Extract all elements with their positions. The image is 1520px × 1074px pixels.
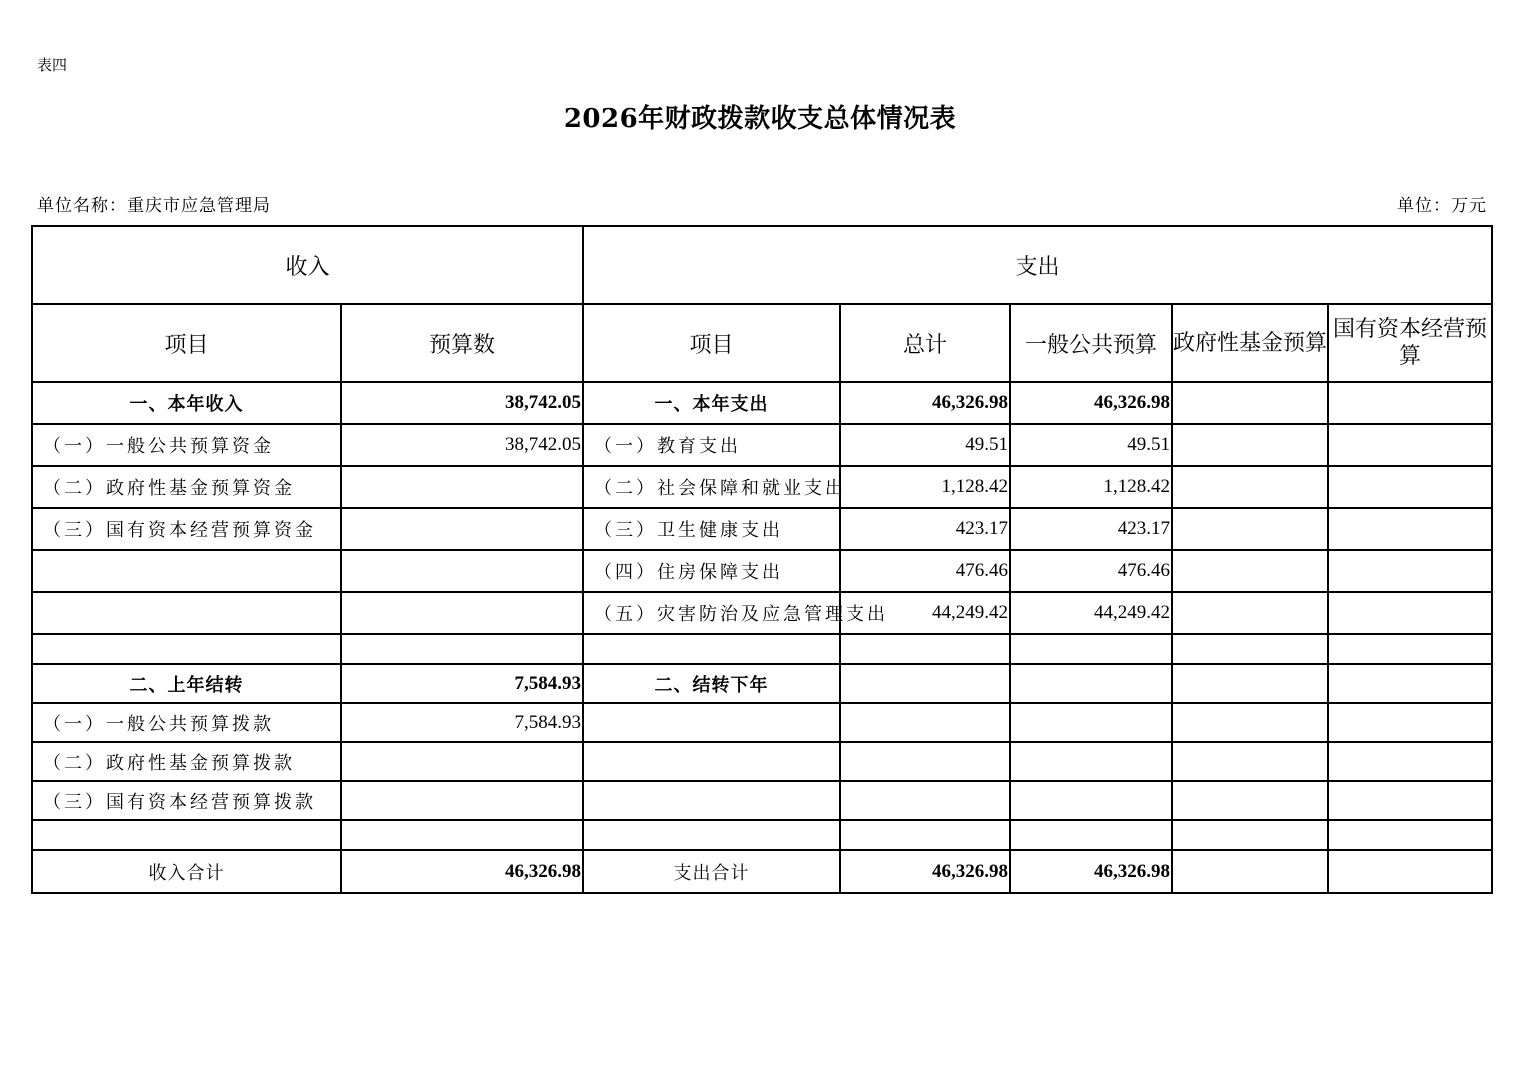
income-total-label: 收入合计 [32, 850, 341, 893]
income-item: （二）政府性基金预算资金 [32, 466, 341, 508]
expense-item: （五）灾害防治及应急管理支出 [583, 592, 840, 634]
expense-total [840, 820, 1010, 850]
expense-total [840, 703, 1010, 742]
page-title: 2026年财政拨款收支总体情况表 [563, 104, 957, 134]
income-budget [341, 550, 583, 592]
table-row [32, 382, 1492, 424]
expense-gov-fund [1172, 550, 1328, 592]
table-row [32, 820, 1492, 850]
expense-total [840, 664, 1010, 703]
expense-general: 423.17 [1010, 508, 1172, 550]
expense-total-value: 46,326.98 [840, 850, 1010, 893]
income-budget [341, 742, 583, 781]
currency-unit: 单位：万元 [1397, 196, 1487, 216]
table-row [32, 703, 1492, 742]
table-row [32, 424, 1492, 466]
expense-state-capital [1328, 820, 1492, 850]
col-state-capital-budget: 国有资本经营预算 [1328, 304, 1492, 382]
expense-item [583, 781, 840, 820]
expense-state-capital [1328, 592, 1492, 634]
expense-item [583, 820, 840, 850]
income-item: （二）政府性基金预算拨款 [32, 742, 341, 781]
income-item [32, 550, 341, 592]
table-number-label: 表四 [37, 56, 68, 74]
expense-total: 46,326.98 [840, 382, 1010, 424]
expense-item [583, 703, 840, 742]
expense-general [1010, 703, 1172, 742]
income-item: 一、本年收入 [32, 382, 341, 424]
expense-gov-fund [1172, 664, 1328, 703]
income-budget: 7,584.93 [341, 664, 583, 703]
expense-item: （四）住房保障支出 [583, 550, 840, 592]
expense-item: （三）卫生健康支出 [583, 508, 840, 550]
income-header: 收入 [32, 226, 583, 304]
budget-table [31, 225, 1493, 894]
expense-state-capital [1328, 466, 1492, 508]
expense-general: 49.51 [1010, 424, 1172, 466]
income-budget [341, 781, 583, 820]
expense-item: 二、结转下年 [583, 664, 840, 703]
expense-gov-fund [1172, 592, 1328, 634]
expense-item: 一、本年支出 [583, 382, 840, 424]
income-item: （三）国有资本经营预算资金 [32, 508, 341, 550]
expense-gov-fund [1172, 742, 1328, 781]
expense-state-capital [1328, 508, 1492, 550]
income-budget [341, 592, 583, 634]
table-total-row [32, 850, 1492, 893]
expense-total-label: 支出合计 [583, 850, 840, 893]
expense-total [840, 742, 1010, 781]
expense-gov-fund [1172, 508, 1328, 550]
expense-total: 1,128.42 [840, 466, 1010, 508]
income-budget [341, 634, 583, 664]
expense-item: （二）社会保障和就业支出 [583, 466, 840, 508]
col-gov-fund-budget: 政府性基金预算 [1172, 304, 1328, 382]
table-row [32, 508, 1492, 550]
table-row [32, 664, 1492, 703]
expense-general [1010, 742, 1172, 781]
income-budget: 7,584.93 [341, 703, 583, 742]
income-item [32, 634, 341, 664]
expense-state-capital [1328, 634, 1492, 664]
income-budget: 38,742.05 [341, 424, 583, 466]
expense-gov-fund [1172, 781, 1328, 820]
expense-state-capital [1328, 742, 1492, 781]
expense-state-capital [1328, 382, 1492, 424]
table-row [32, 466, 1492, 508]
expense-gov-fund [1172, 634, 1328, 664]
expense-general-total-value: 46,326.98 [1010, 850, 1172, 893]
expense-state-capital [1328, 550, 1492, 592]
expense-state-capital [1328, 703, 1492, 742]
expense-state-capital [1328, 781, 1492, 820]
income-budget [341, 508, 583, 550]
expense-general [1010, 781, 1172, 820]
expense-item [583, 634, 840, 664]
table-row [32, 781, 1492, 820]
expense-state-capital-total-value [1328, 850, 1492, 893]
income-item [32, 820, 341, 850]
expense-header: 支出 [583, 226, 1492, 304]
col-income-item: 项目 [32, 304, 341, 382]
income-budget [341, 820, 583, 850]
expense-general: 44,249.42 [1010, 592, 1172, 634]
expense-total: 476.46 [840, 550, 1010, 592]
income-budget [341, 466, 583, 508]
income-item [32, 592, 341, 634]
expense-gov-fund [1172, 820, 1328, 850]
expense-general: 476.46 [1010, 550, 1172, 592]
expense-general [1010, 634, 1172, 664]
expense-gov-fund-total-value [1172, 850, 1328, 893]
col-total: 总计 [840, 304, 1010, 382]
expense-item: （一）教育支出 [583, 424, 840, 466]
expense-total: 44,249.42 [840, 592, 1010, 634]
income-item: 二、上年结转 [32, 664, 341, 703]
income-item: （三）国有资本经营预算拨款 [32, 781, 341, 820]
expense-state-capital [1328, 664, 1492, 703]
col-income-budget: 预算数 [341, 304, 583, 382]
expense-item [583, 742, 840, 781]
expense-state-capital [1328, 424, 1492, 466]
expense-total [840, 634, 1010, 664]
table-row [32, 742, 1492, 781]
expense-total: 49.51 [840, 424, 1010, 466]
expense-general: 1,128.42 [1010, 466, 1172, 508]
expense-total [840, 781, 1010, 820]
expense-gov-fund [1172, 382, 1328, 424]
col-expense-item: 项目 [583, 304, 840, 382]
expense-general [1010, 664, 1172, 703]
income-budget: 38,742.05 [341, 382, 583, 424]
expense-general [1010, 820, 1172, 850]
unit-name: 单位名称：重庆市应急管理局 [37, 196, 271, 216]
income-item: （一）一般公共预算拨款 [32, 703, 341, 742]
income-item: （一）一般公共预算资金 [32, 424, 341, 466]
expense-total: 423.17 [840, 508, 1010, 550]
expense-gov-fund [1172, 703, 1328, 742]
expense-general: 46,326.98 [1010, 382, 1172, 424]
table-row [32, 550, 1492, 592]
income-total-value: 46,326.98 [341, 850, 583, 893]
expense-gov-fund [1172, 424, 1328, 466]
table-row [32, 634, 1492, 664]
table-row [32, 592, 1492, 634]
expense-gov-fund [1172, 466, 1328, 508]
col-general-budget: 一般公共预算 [1010, 304, 1172, 382]
